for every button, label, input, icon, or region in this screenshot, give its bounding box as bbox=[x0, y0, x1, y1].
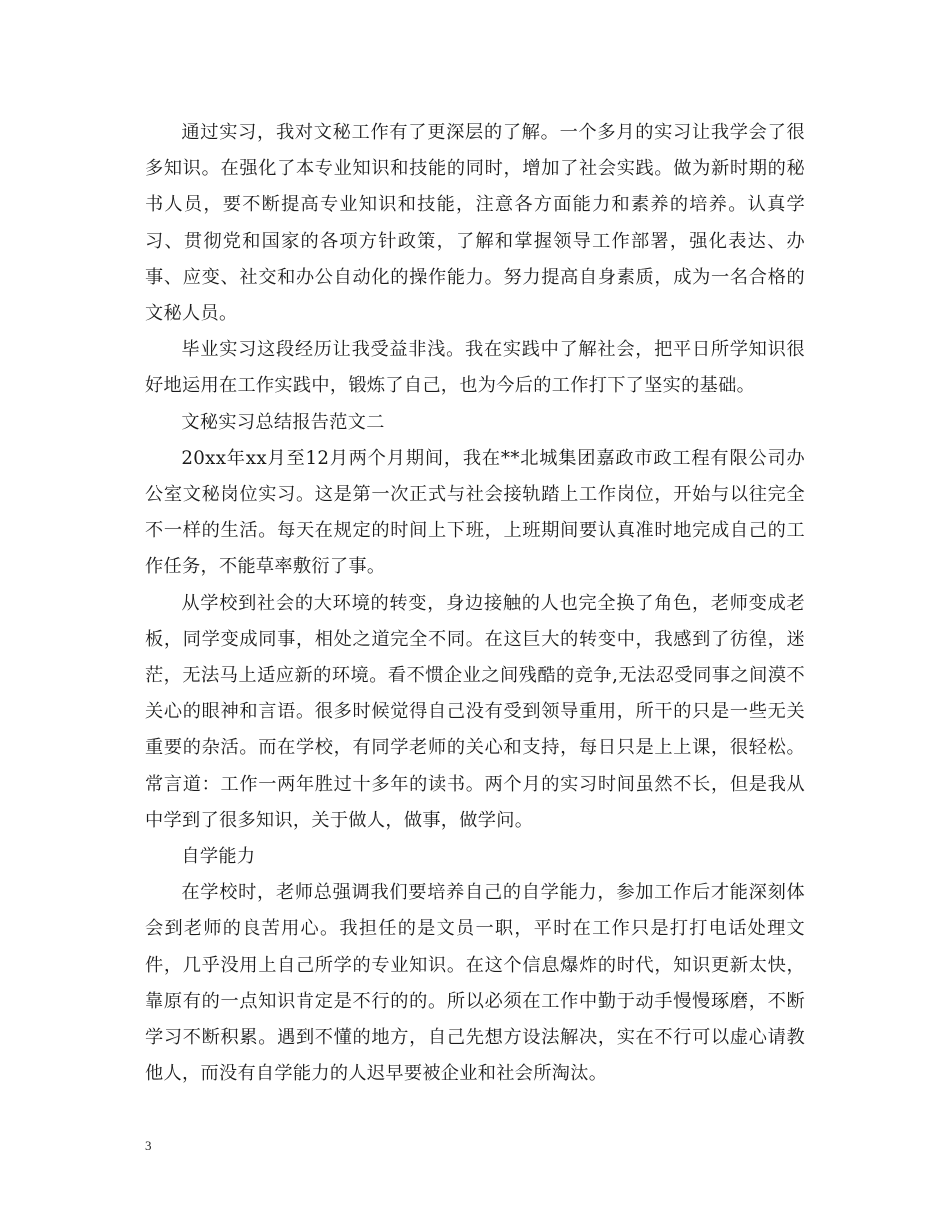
paragraph: 从学校到社会的大环境的转变，身边接触的人也完全换了角色，老师变成老板，同学变成同事，相处之道完全不同。在这巨大的转变中，我感到了彷徨，迷茫，无法马上适应新的环境。看不惯企业之间残酷的竞争,无法忍受同事之间漠不关心的眼神和言语。很多时候觉得自己没有受到领导重用，所干的只是一些无关重要的杂活。而在学校，有同学老师的关心和支持，每日只是上上课，很轻松。常言道：工作一两年胜过十多年的读书。两个月的实习时间虽然不长，但是我从中学到了很多知识，关于做人，做事，做学问。 bbox=[145, 592, 805, 831]
section-heading: 自学能力 bbox=[181, 846, 256, 868]
paragraph: 通过实习，我对文秘工作有了更深层的了解。一个多月的实习让我学会了很多知识。在强化了本专业知识和技能的同时，增加了社会实践。做为新时期的秘书人员，要不断提高专业知识和技能，注意各方面能力和素养的培养。认真学习、贯彻党和国家的各项方针政策，了解和掌握领导工作部署，强化表达、办事、应变、社交和办公自动化的操作能力。努力提高自身素质，成为一名合格的文秘人员。 bbox=[145, 122, 805, 325]
paragraph: 20xx年xx月至12月两个月期间，我在**北城集团嘉政市政工程有限公司办公室文秘岗位实习。这是第一次正式与社会接轨踏上工作岗位，开始与以往完全不一样的生活。每天在规定的时间上下班，上班期间要认真准时地完成自己的工作任务，不能草率敷衍了事。 bbox=[145, 447, 805, 578]
page-number: 3 bbox=[145, 1138, 152, 1153]
section-heading: 文秘实习总结报告范文二 bbox=[181, 411, 385, 433]
paragraph: 在学校时，老师总强调我们要培养自己的自学能力，参加工作后才能深刻体会到老师的良苦用心。我担任的是文员一职，平时在工作只是打打电话处理文件，几乎没用上自己所学的专业知识。在这个信息爆炸的时代，知识更新太快，靠原有的一点知识肯定是不行的的。所以必须在工作中勤于动手慢慢琢磨，不断学习不断积累。遇到不懂的地方，自己先想方设法解决，实在不行可以虚心请教他人，而没有自学能力的人迟早要被企业和社会所淘汰。 bbox=[145, 882, 805, 1085]
paragraph: 毕业实习这段经历让我受益非浅。我在实践中了解社会，把平日所学知识很好地运用在工作实践中，锻炼了自己，也为今后的工作打下了坚实的基础。 bbox=[145, 339, 805, 397]
document-body bbox=[145, 115, 805, 1092]
